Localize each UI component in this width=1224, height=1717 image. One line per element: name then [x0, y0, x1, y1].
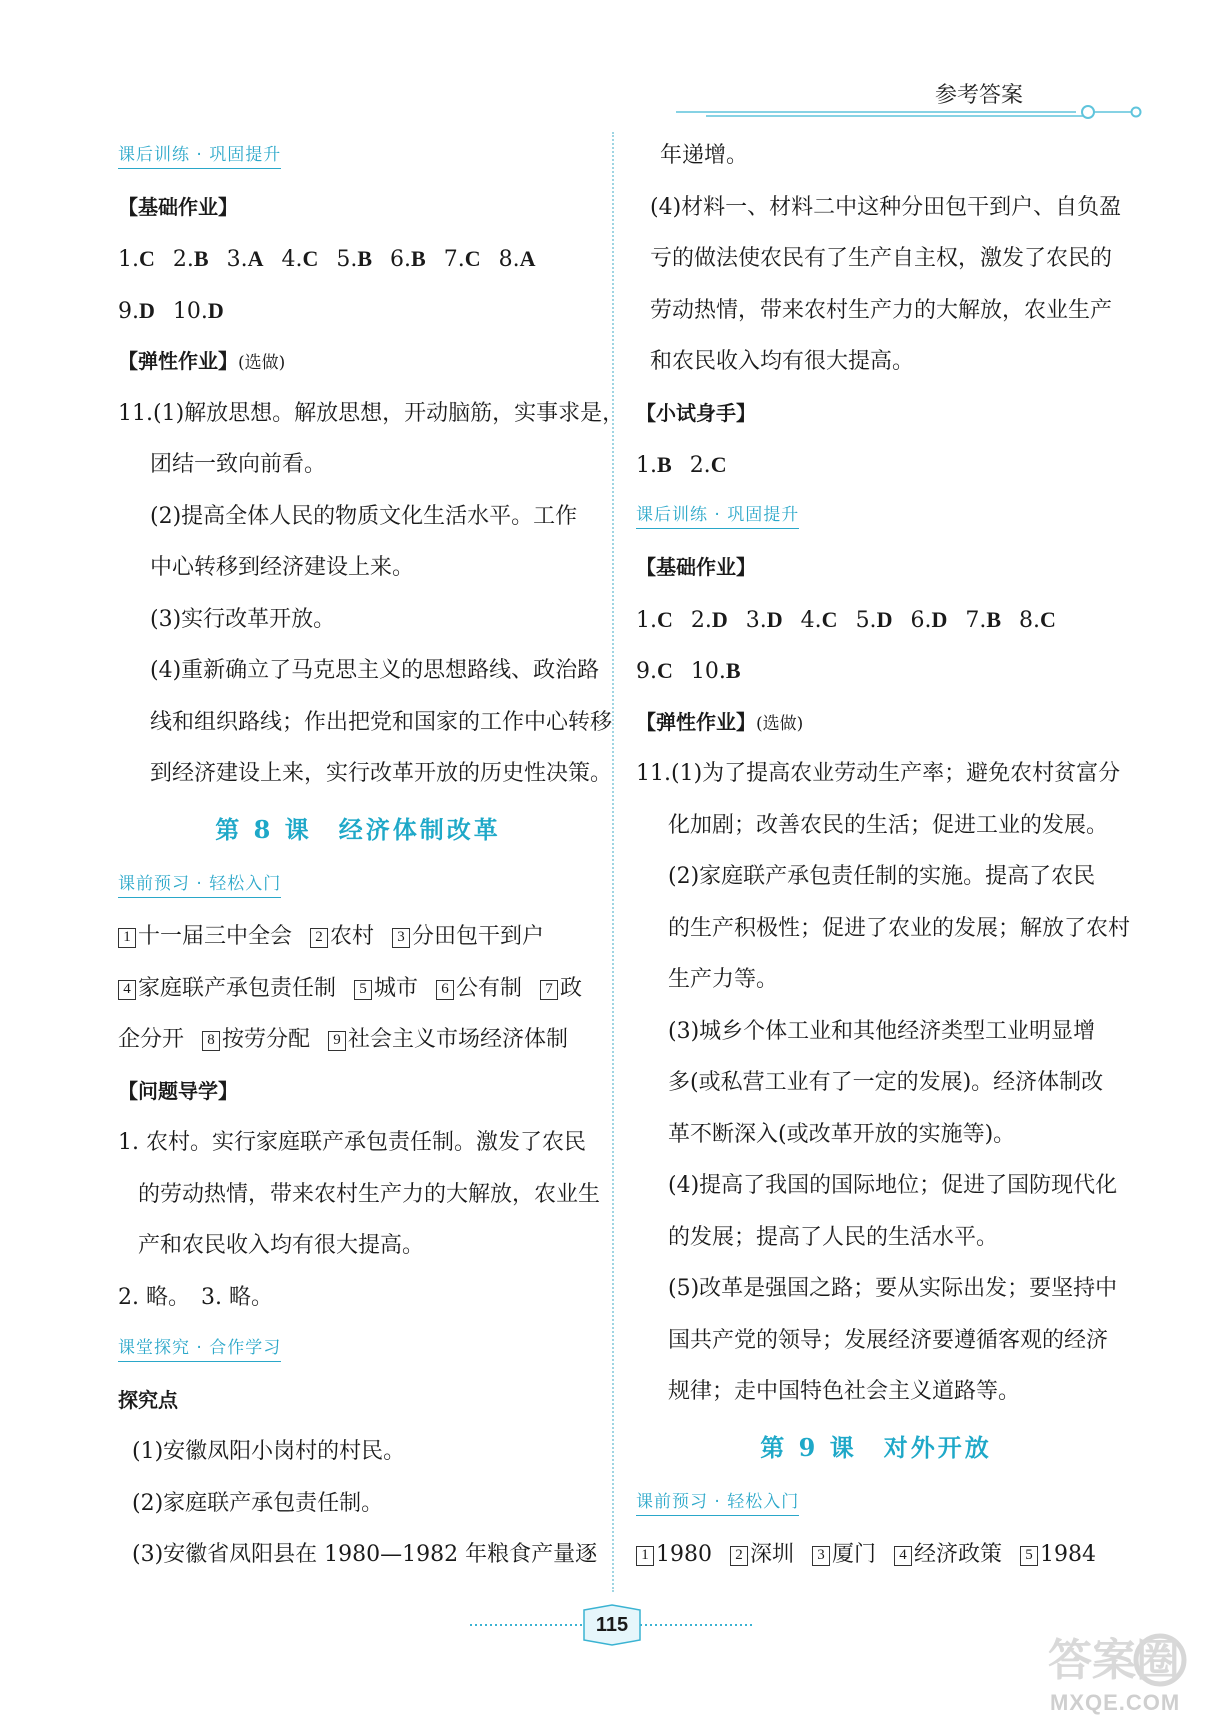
- answer-item: 1.B: [636, 452, 672, 478]
- column-divider: [612, 132, 614, 1592]
- answer-line: 和农民收入均有很大提高。: [650, 349, 915, 374]
- number-box: 9: [328, 1031, 346, 1051]
- answer-line: 劳动热情，带来农村生产力的大解放，农业生产: [650, 297, 1113, 323]
- answer-item: 10.B: [690, 658, 741, 684]
- answer-line: 中心转移到经济建设上来。: [150, 555, 415, 580]
- answer-row: [636, 439, 1116, 491]
- answer-line: 团结一致向前看。: [150, 452, 327, 477]
- blank-answer: 1 十一届三中全会: [118, 924, 292, 949]
- answer-item: 10.D: [172, 297, 224, 324]
- answer-line: 的劳动热情，带来农村生产力的大解放，农业生: [138, 1181, 601, 1207]
- blank-answer: 9 社会主义市场经济体制: [328, 1027, 568, 1052]
- svg-text:答案圈: 答案圈: [1048, 1635, 1180, 1686]
- blank-answer: 2 农村: [310, 924, 374, 949]
- answer-item: 7.C: [443, 246, 481, 272]
- answer-line: 产和农民收入均有很大提高。: [138, 1233, 425, 1258]
- answer-item: 1.C: [118, 246, 155, 272]
- answer-item: 5.D: [855, 606, 893, 633]
- elastic-homework-heading: 【弹性作业】(选做): [636, 709, 804, 734]
- section-tag: 课前预习 · 轻松入门: [118, 873, 281, 898]
- try-heading: 【小试身手】: [636, 400, 756, 425]
- answer-line: (2)提高全体人民的物质文化生活水平。工作: [150, 503, 578, 529]
- blank-answer: 4 家庭联产承包责任制: [118, 976, 336, 1001]
- answer-line: (1)安徽凤阳小岗村的村民。: [132, 1439, 406, 1464]
- lesson-title: 第 8 课 经济体制改革: [215, 814, 501, 844]
- number-box: 8: [202, 1031, 220, 1051]
- answer-line: (4)提高了我国的国际地位；促进了国防现代化: [668, 1173, 1118, 1198]
- number-box: 1: [118, 928, 136, 948]
- number-box: 5: [354, 980, 372, 1000]
- answer-line: 1. 农村。实行家庭联产承包责任制。激发了农民: [118, 1130, 586, 1155]
- blank-answer: 6 公有制: [436, 976, 522, 1001]
- answer-line: 化加剧；改善农民的生活；促进工业的发展。: [668, 812, 1109, 838]
- answer-line: (3)安徽省凤阳县在 1980—1982 年粮食产量逐: [132, 1542, 598, 1567]
- blank-answer: 5 1984: [1020, 1542, 1096, 1567]
- blank-answer: 5 城市: [354, 976, 418, 1001]
- answer-item: 2.B: [172, 246, 209, 272]
- answer-line: 生产力等。: [668, 967, 779, 992]
- number-box: 4: [894, 1546, 912, 1566]
- section-tag: 课前预习 · 轻松入门: [636, 1491, 799, 1516]
- basic-homework-heading: 【基础作业】: [636, 555, 756, 579]
- answer-item: 6.D: [910, 606, 948, 633]
- basic-homework-heading: 【基础作业】: [118, 194, 238, 219]
- number-box: 3: [392, 928, 410, 948]
- header-title: 参考答案: [935, 83, 1024, 108]
- watermark-url: MXQE.COM: [1050, 1690, 1181, 1715]
- answer-line: (3)城乡个体工业和其他经济类型工业明显增: [668, 1018, 1096, 1044]
- blank-answer: 4 经济政策: [894, 1542, 1002, 1567]
- answer-line: 规律；走中国特色社会主义道路等。: [668, 1379, 1021, 1404]
- blank-answer: 3 分田包干到户: [392, 924, 544, 949]
- blank-row: [118, 963, 598, 1015]
- answer-item: 7.B: [965, 606, 1002, 633]
- answer-line: 多(或私营工业有了一定的发展)。经济体制改: [668, 1070, 1104, 1095]
- left-column: [118, 130, 625, 1581]
- section-tag: 课堂探究 · 合作学习: [118, 1337, 281, 1362]
- answer-item: 8.C: [1019, 606, 1056, 633]
- number-box: 4: [118, 980, 136, 1000]
- header-decoration: [676, 100, 1146, 128]
- number-box: 1: [636, 1546, 654, 1566]
- answer-item: 8.A: [498, 246, 536, 272]
- blank-answer: 3 厦门: [812, 1542, 876, 1567]
- right-column: [636, 130, 1131, 1581]
- answer-item: 2.D: [690, 606, 728, 633]
- number-box: 5: [1020, 1546, 1038, 1566]
- answer-line: 线和组织路线；作出把党和国家的工作中心转移: [150, 709, 613, 735]
- blank-answer: 8 按劳分配: [202, 1027, 310, 1052]
- lesson-title: 第 9 课 对外开放: [760, 1432, 992, 1462]
- answer-line: 11.(1)为了提高农业劳动生产率；避免农村贫富分: [636, 761, 1121, 786]
- answer-item: 3.A: [226, 246, 264, 272]
- answer-row: [636, 645, 1116, 697]
- section-tag: 课后训练 · 巩固提升: [636, 504, 799, 529]
- answer-line: 2. 略。 3. 略。: [118, 1284, 273, 1310]
- answer-line: 11.(1)解放思想。解放思想，开动脑筋，实事求是，: [118, 400, 625, 426]
- section-tag: 课后训练 · 巩固提升: [118, 144, 281, 169]
- number-box: 6: [436, 980, 454, 1000]
- explore-heading: 探究点: [118, 1387, 178, 1412]
- answer-line: 国共产党的领导；发展经济要遵循客观的经济: [668, 1327, 1109, 1353]
- blank-answer: 1 1980: [636, 1542, 712, 1567]
- blank-answer: 2 深圳: [730, 1542, 794, 1567]
- answer-line: 革不断深入(或改革开放的实施等)。: [668, 1121, 1016, 1147]
- answer-line: (2)家庭联产承包责任制的实施。提高了农民: [668, 864, 1096, 889]
- answer-row: [636, 594, 1116, 646]
- answer-item: 3.D: [745, 606, 783, 633]
- number-box: 3: [812, 1546, 830, 1566]
- answer-item: 5.B: [336, 246, 373, 272]
- answer-item: 6.B: [390, 246, 426, 272]
- answer-item: 9.D: [118, 297, 155, 324]
- blank-row: [118, 911, 598, 963]
- answer-line: (4)材料一、材料二中这种分田包干到户、自负盈: [650, 194, 1122, 220]
- answer-line: (2)家庭联产承包责任制。: [132, 1490, 384, 1516]
- answer-line: 的发展；提高了人民的生活水平。: [668, 1224, 999, 1250]
- answer-line: 年递增。: [660, 143, 749, 168]
- guide-heading: 【问题导学】: [118, 1078, 238, 1103]
- page-number: 115: [595, 1614, 629, 1636]
- number-box: 2: [310, 928, 328, 948]
- answer-line: 到经济建设上来，实行改革开放的历史性决策。: [150, 761, 613, 786]
- answer-item: 9.C: [636, 658, 673, 684]
- answer-line: (3)实行改革开放。: [150, 606, 336, 632]
- blank-answer: 7 政: [540, 976, 582, 1001]
- answer-line: 的生产积极性；促进了农业的发展；解放了农村: [668, 915, 1131, 941]
- answer-row: [118, 233, 598, 285]
- answer-row: [118, 285, 598, 337]
- answer-line: (4)重新确立了马克思主义的思想路线、政治路: [150, 658, 600, 683]
- answer-item: 1.C: [636, 606, 673, 633]
- answer-line: 亏的做法使农民有了生产自主权，激发了农民的: [650, 246, 1113, 271]
- answer-item: 4.C: [800, 606, 838, 633]
- blank-row: 企分开 8 按劳分配 9 社会主义市场经济体制: [118, 1027, 569, 1052]
- number-box: 7: [540, 980, 558, 1000]
- number-box: 2: [730, 1546, 748, 1566]
- elastic-homework-heading: 【弹性作业】(选做): [118, 349, 286, 373]
- blank-row: [636, 1529, 1116, 1581]
- answer-line: (5)改革是强国之路；要从实际出发；要坚持中: [668, 1276, 1118, 1301]
- answer-item: 4.C: [281, 246, 319, 272]
- answer-item: 2.C: [689, 452, 727, 478]
